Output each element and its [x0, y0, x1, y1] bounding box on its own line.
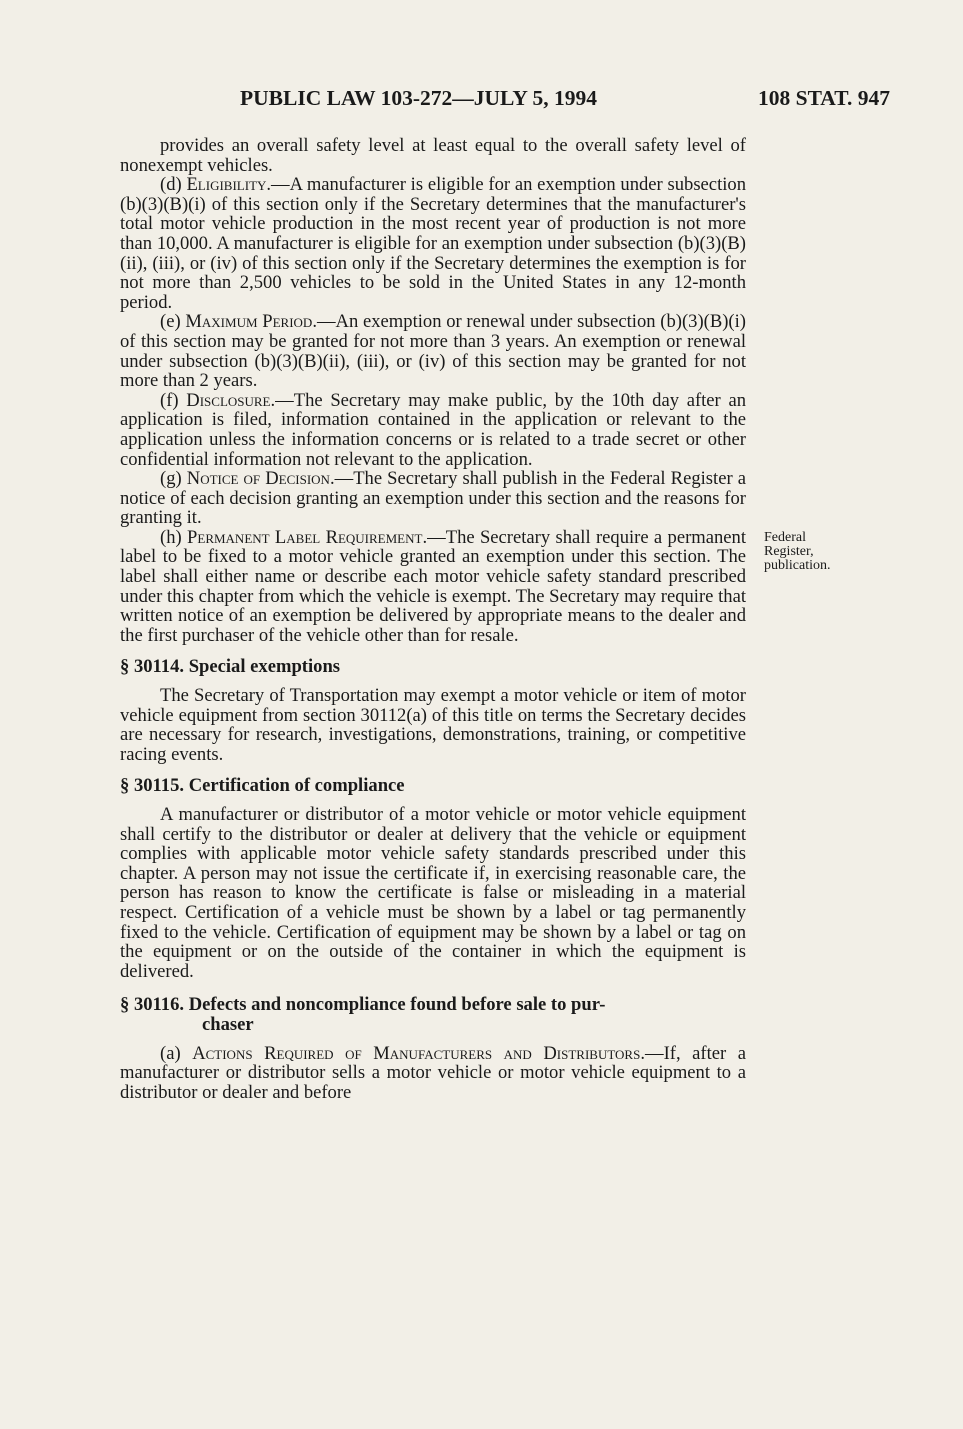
section-heading-30116 — [120, 995, 746, 1034]
subsection-heading: Disclosure — [186, 389, 271, 411]
subsection-h — [120, 528, 746, 646]
section-heading-30114: § 30114. Special exemptions — [120, 656, 341, 678]
document-body — [120, 136, 746, 1102]
page-header — [240, 86, 890, 116]
statute-page-number: 108 STAT. 947 — [757, 86, 890, 110]
subsection-text: .—The Secretary shall require a permanent label to be fixed to a motor vehicle granted an exemption under this section. The label shall either name or describe each motor vehicle safety standard prescribed under this chapter from which the vehicle is exempt. The Secretary may require that written notice of an exemption be delivered by appropriate means to the dealer and the first purchaser of the vehicle other than for resale. — [120, 526, 746, 646]
subsection-30116-a — [120, 1044, 746, 1103]
subsection-f — [120, 391, 746, 469]
subsection-heading: Actions Required of Manufacturers and Distributors — [192, 1042, 641, 1064]
subsection-text: .—A manufacturer is eligible for an exemption under subsection (b)(3)(B)(i) of this section only if the Secretary determines that the manufacturer's total motor vehicle production in the most recent year of production is not more than 10,000. A manufacturer is eligible for an exemption under subsection (b)(3)(B)(ii), (iii), or (iv) of this section only if the Secretary determines the exemption is for not more than 2,500 vehicles to be sold in the United States in any 12-month period. — [120, 174, 746, 313]
subsection-label: (d) — [160, 174, 187, 196]
margin-note-line: publication. — [764, 558, 831, 573]
paragraph-continuation: provides an overall safety level at least equal to the overall safety level of nonexempt vehicles. — [120, 135, 746, 176]
section-text-30114: The Secretary of Transportation may exempt a motor vehicle or item of motor vehicle equipment from section 30112(a) of this title on terms the Secretary decides are necessary for research, investigations, demonstrations, training, or competitive racing events. — [120, 685, 746, 765]
subsection-e — [120, 312, 746, 390]
subsection-g — [120, 469, 746, 528]
law-title: PUBLIC LAW 103-272—JULY 5, 1994 — [240, 86, 597, 110]
margin-note-line: Federal — [764, 530, 806, 545]
subsection-text: .—The Secretary may make public, by the 10th day after an application is filed, information contained in the application or relevant to the application unless the information concerns or is related to a trade secret or other confidential information not relevant to the application. — [120, 389, 746, 470]
subsection-d — [120, 175, 746, 312]
section-text-30115: A manufacturer or distributor of a motor vehicle or motor vehicle equipment shall certify to the distributor or dealer at delivery that the vehicle or equipment complies with applicable motor vehicle safety standards prescribed under this chapter. A person may not issue the certificate if, in exercising reasonable care, the person has reason to know the certificate is false or misleading in a material respect. Certification of a vehicle must be shown by a label or tag permanently fixed to the vehicle. Certification of equipment may be shown by a label or tag on the equipment or on the outside of the container in which the equipment is delivered. — [120, 804, 746, 982]
margin-note — [764, 531, 884, 573]
subsection-heading: Notice of Decision — [186, 468, 330, 490]
subsection-label: (a) — [160, 1042, 193, 1064]
subsection-label: (h) — [160, 526, 188, 548]
subsection-heading: Eligibility — [186, 174, 267, 196]
section-heading-30115: § 30115. Certification of compliance — [120, 775, 405, 797]
subsection-text: .—The Secretary shall publish in the Federal Register a notice of each decision granting an exemption under this section and the reasons for granting it. — [120, 468, 746, 529]
subsection-label: (e) — [160, 311, 186, 333]
section-heading-line: § 30116. Defects and noncompliance found before sale to pur- — [120, 994, 606, 1016]
margin-note-line: Register, — [764, 544, 814, 559]
subsection-heading: Permanent Label Requirement — [187, 526, 423, 548]
subsection-text: .—An exemption or renewal under subsection (b)(3)(B)(i) of this section may be granted for not more than 3 years. An exemption or renewal under subsection (b)(3)(B)(ii), (iii), or (iv) of this section may be granted for not more than 2 years. — [120, 311, 746, 392]
subsection-label: (f) — [160, 389, 187, 411]
subsection-heading: Maximum Period — [185, 311, 313, 333]
section-heading-line: chaser — [202, 1013, 254, 1035]
subsection-label: (g) — [160, 468, 187, 490]
subsection-text: .—If, after a manufacturer or distributor sells a motor vehicle or motor vehicle equipment to a distributor or dealer and before — [120, 1042, 746, 1103]
